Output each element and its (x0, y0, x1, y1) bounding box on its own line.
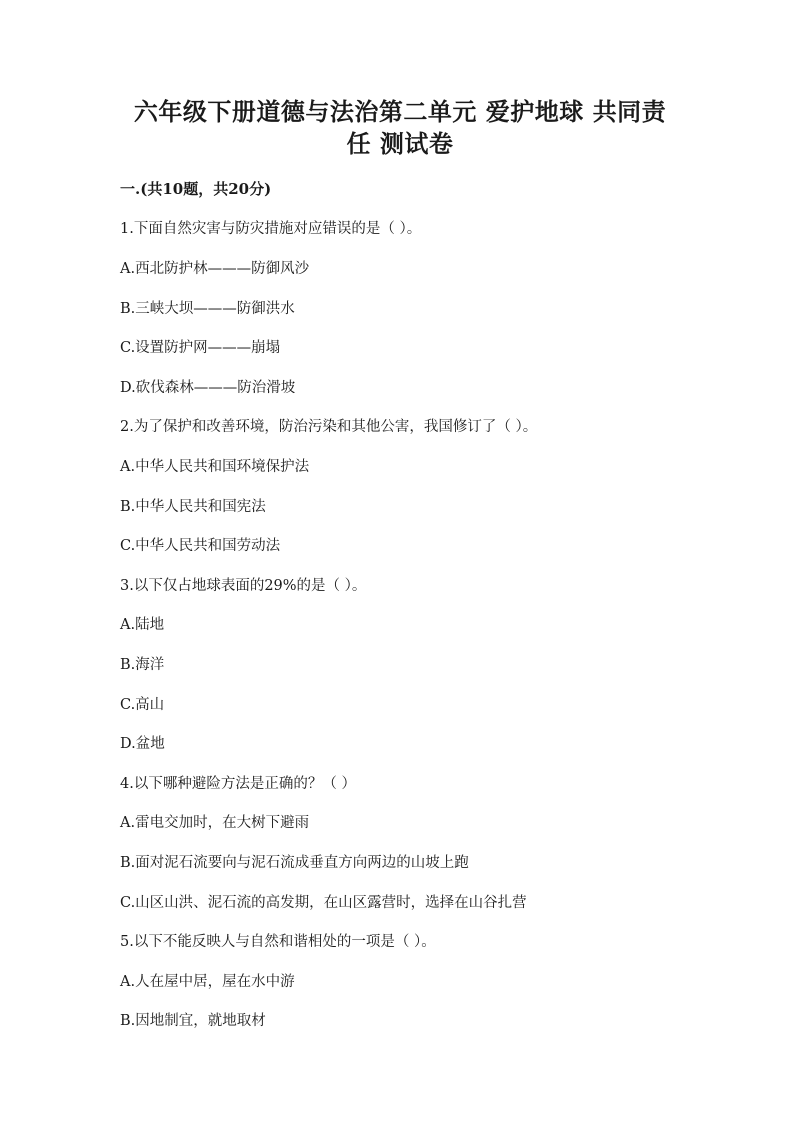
question-1-option-b: B.三峡大坝———防御洪水 (120, 301, 295, 317)
question-2-stem: 2.为了保护和改善环境，防治污染和其他公害，我国修订了（ ）。 (120, 419, 538, 435)
question-4-option-a: A.雷电交加时，在大树下避雨 (120, 815, 310, 831)
page-title (120, 96, 680, 160)
question-2-option-a: A.中华人民共和国环境保护法 (120, 459, 310, 475)
question-4-option-b: B.面对泥石流要向与泥石流成垂直方向两边的山坡上跑 (120, 855, 469, 871)
question-4-stem: 4.以下哪种避险方法是正确的？（ ） (120, 776, 356, 792)
section-header: 一.(共10题，共20分) (120, 180, 272, 198)
question-1-option-a: A.西北防护林———防御风沙 (120, 261, 310, 277)
question-3-option-c: C.高山 (120, 697, 165, 713)
question-2-option-c: C.中华人民共和国劳动法 (120, 538, 281, 554)
question-2-option-b: B.中华人民共和国宪法 (120, 499, 266, 515)
title-line-1: 六年级下册道德与法治第二单元 爱护地球 共同责 (133, 97, 667, 126)
question-5-stem: 5.以下不能反映人与自然和谐相处的一项是（ ）。 (120, 934, 436, 950)
question-1-stem: 1.下面自然灾害与防灾措施对应错误的是（ ）。 (120, 221, 422, 237)
question-5-option-a: A.人在屋中居，屋在水中游 (120, 974, 295, 990)
question-1-option-d: D.砍伐森林———防治滑坡 (120, 380, 296, 396)
question-4-option-c: C.山区山洪、泥石流的高发期，在山区露营时，选择在山谷扎营 (120, 895, 527, 911)
question-3-option-a: A.陆地 (120, 617, 165, 633)
question-3-stem: 3.以下仅占地球表面的29%的是（ ）。 (120, 578, 367, 594)
question-1-option-c: C.设置防护网———崩塌 (120, 340, 281, 356)
title-line-2: 任 测试卷 (346, 129, 454, 158)
question-3-option-b: B.海洋 (120, 657, 165, 673)
question-3-option-d: D.盆地 (120, 736, 165, 752)
question-5-option-b: B.因地制宜，就地取材 (120, 1013, 266, 1029)
